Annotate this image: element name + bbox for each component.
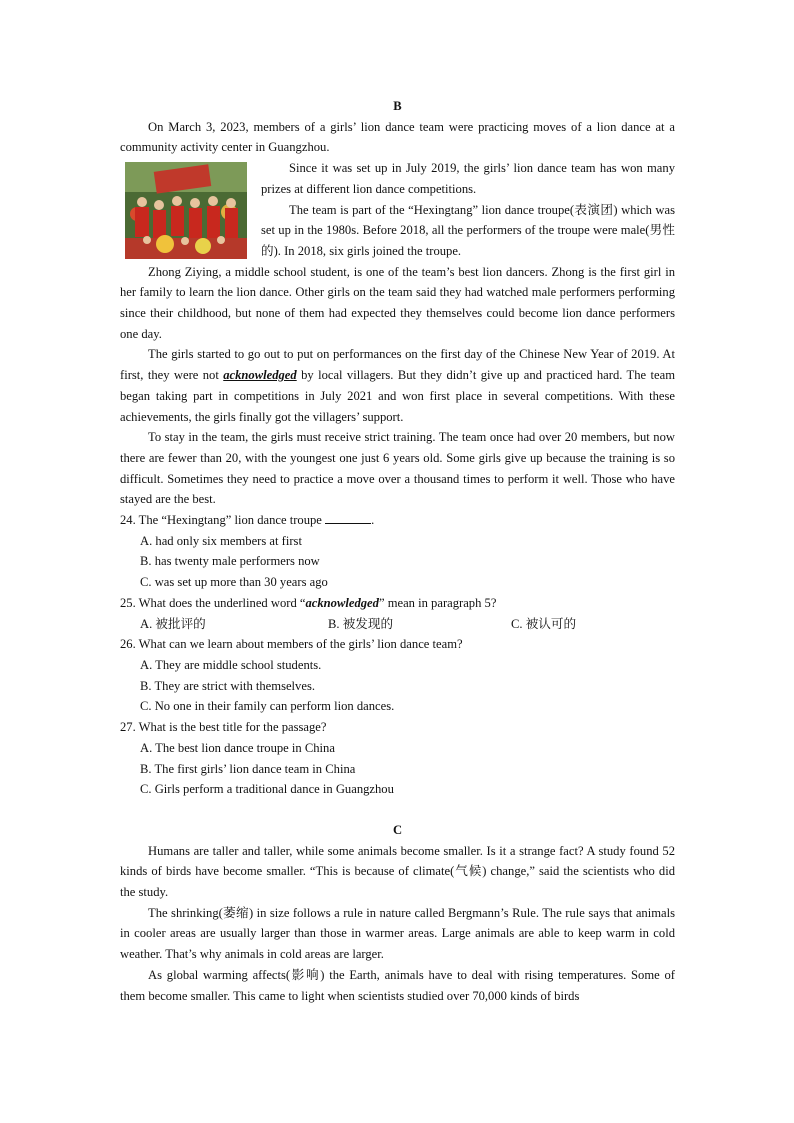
question-25-options (120, 614, 675, 635)
section-b-title: B (393, 99, 402, 113)
question-24-option-b[interactable]: B. has twenty male performers now (140, 554, 320, 569)
underlined-word-acknowledged: acknowledged (223, 368, 297, 383)
question-27-stem: 27. What is the best title for the passage? (120, 720, 327, 735)
question-25-stem-start: 25. What does the underlined word “ (120, 595, 306, 610)
question-24-option-a[interactable]: A. had only six members at first (140, 533, 302, 548)
question-24 (120, 510, 675, 531)
question-25-option-b[interactable]: B. 被发现的 (328, 616, 394, 631)
question-27-option-a[interactable]: A. The best lion dance troupe in China (140, 740, 335, 755)
section-b-paragraph-4: Zhong Ziying, a middle school student, is one of the team’s best lion dancers. Zhong is the first girl in her family to learn the lion dance. Other girls on the team said they had watched male performers performing since their childhood, but none of them had expected they themselves could become lion dance performers one day. (120, 264, 675, 341)
question-25-stem-end: ” mean in paragraph 5? (378, 595, 497, 610)
section-spacer (120, 800, 675, 820)
paragraph-5-text-before: The girls started to go out to put on performances on the first day of the Chinese New Year of 2019. At first, they were not (120, 347, 675, 383)
section-c-title: C (392, 822, 403, 837)
question-25-keyword: acknowledged (305, 595, 379, 610)
question-26-option-a[interactable]: A. They are middle school students. (140, 657, 322, 672)
section-b-paragraph-2: Since it was set up in July 2019, the girls’ lion dance team has won many prizes at different lion dance competitions. (261, 161, 675, 196)
question-24-end: . (371, 513, 375, 528)
question-27-option-b[interactable]: B. The first girls’ lion dance team in China (140, 761, 356, 776)
section-b-paragraph-5 (120, 344, 675, 427)
question-26-option-b[interactable]: B. They are strict with themselves. (140, 678, 315, 693)
section-b-paragraph-3: The team is part of the “Hexingtang” lion dance troupe(表演团) which was set up in the 1980s. Before 2018, all the performers of the troupe were male(男性的). In 2018, six girls joined the troupe. (261, 202, 675, 258)
section-c-paragraph-3: As global warming affects(影响) the Earth, animals have to deal with rising temperatures. Some of them become smaller. This came to light when scientists studied over 70,000 kinds of birds (120, 967, 675, 1003)
lion-dance-team-photo (125, 162, 247, 259)
question-24-option-c[interactable]: C. was set up more than 30 years ago (140, 575, 328, 590)
question-24-stem: 24. The “Hexingtang” lion dance troupe (120, 513, 322, 528)
section-b-paragraph-1: On March 3, 2023, members of a girls’ lion dance team were practicing moves of a lion dance at a community activity center in Guangzhou. (120, 119, 675, 155)
question-25-option-a[interactable]: A. 被批评的 (140, 616, 206, 631)
document-page (120, 96, 675, 1006)
section-c-paragraph-2: The shrinking(萎缩) in size follows a rule in nature called Bergmann’s Rule. The rule says that animals in cooler areas are usually larger than those in warmer areas. Large animals are able to keep warm in cold weather. That’s why animals in cold areas are larger. (120, 905, 675, 962)
question-27-option-c[interactable]: C. Girls perform a traditional dance in Guangzhou (140, 782, 394, 797)
team-photo-illustration (125, 162, 247, 259)
section-b-paragraph-6: To stay in the team, the girls must receive strict training. The team once had over 20 members, but now there are fewer than 20, with the youngest one just 6 years old. Some girls give up because the training is so difficult. Sometimes they need to practice a move over a thousand times to perform it well. Those who have stayed are the best. (120, 430, 675, 507)
question-26-stem: 26. What can we learn about members of the girls’ lion dance team? (120, 637, 463, 652)
question-25-option-c[interactable]: C. 被认可的 (511, 616, 577, 631)
answer-blank (325, 511, 371, 524)
question-26-option-c[interactable]: C. No one in their family can perform lion dances. (140, 699, 395, 714)
question-25 (120, 593, 675, 614)
paragraph-5-text-after: by local villagers. But they didn’t give up and practiced hard. The team began taking part in competitions in July 2021 and won first place in several competitions. With these achievements, the girls finally got the villagers’ support. (120, 368, 675, 424)
section-c-paragraph-1: Humans are taller and taller, while some animals become smaller. Is it a strange fact? A study found 52 kinds of birds have become smaller. “This is because of climate(气候) change,” said the scientists who did the study. (120, 843, 675, 900)
